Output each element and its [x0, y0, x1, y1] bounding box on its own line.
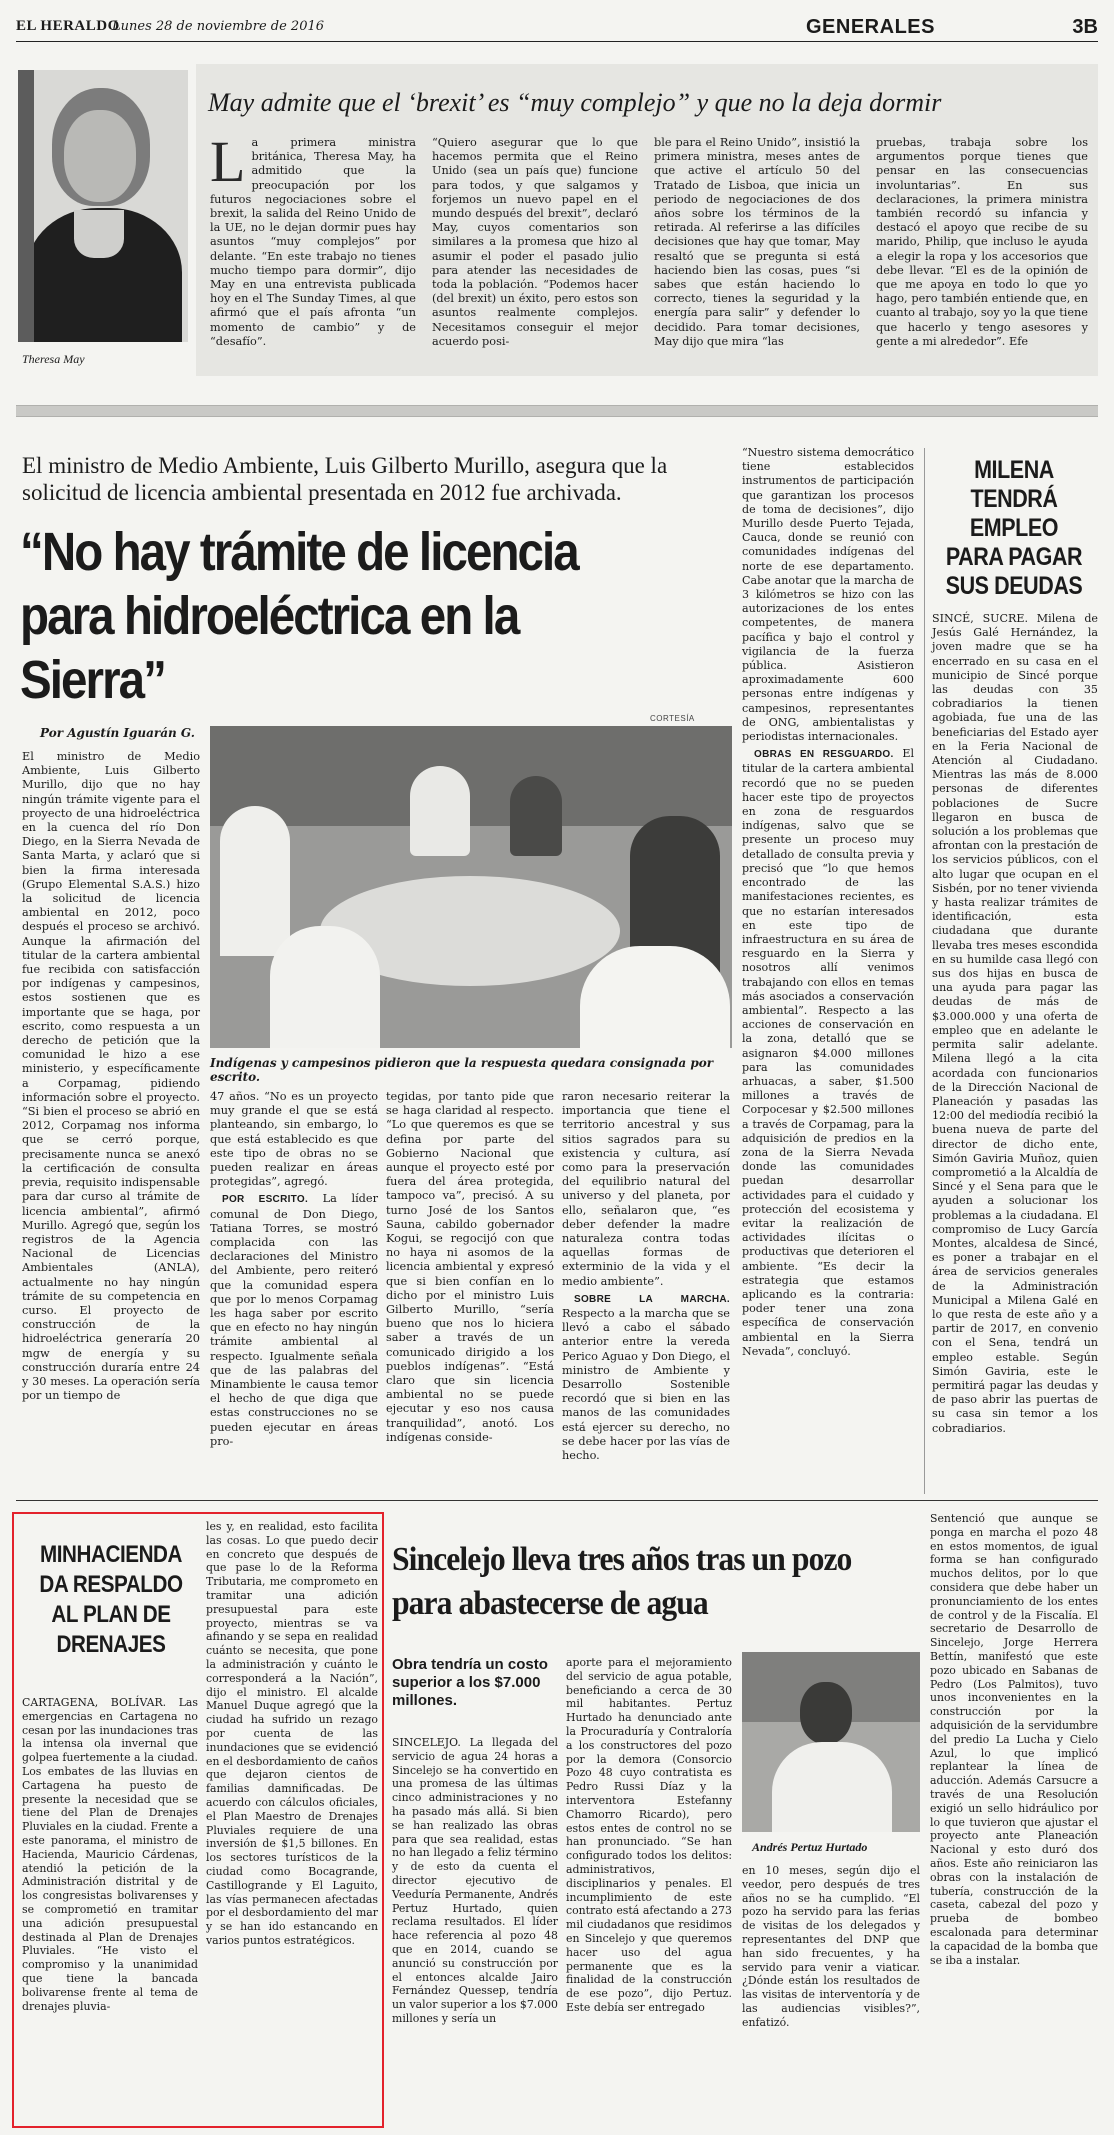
minhacienda-col-1: [22, 1696, 198, 2016]
sierra-col-5: [742, 446, 914, 1362]
sierra-col-4b-text: Respecto a la marcha que se llevó a cabo el sábado anterior entre la vereda Perico Aguao y Don Diego, el ministro de Ambiente y Desarrollo Sostenible recordó que si bien en las manos de las comunidades está ejercer su derecho, no se debe hacer por las vías de hecho.: [562, 1307, 730, 1463]
sierra-col-2: [210, 1090, 378, 1452]
andres-pertuz-photo: [742, 1652, 920, 1832]
newspaper-brand: EL HERALDO: [16, 18, 120, 34]
meeting-photo: [210, 726, 732, 1048]
sincelejo-place: SINCELEJO.: [392, 1736, 461, 1749]
minhacienda-place: CARTAGENA, BOLÍVAR.: [22, 1696, 167, 1709]
section-name: GENERALES: [806, 16, 935, 38]
sincelejo-subhead: Obra tendría un costo superior a los $7.000 millones.: [392, 1656, 548, 1709]
minhacienda-col-2: les y, en realidad, esto facilita las cosas. Lo que puedo decir en concreto que después de que pase lo de la Reforma Tributaria, me comprometo en tramitar una adición presupuestal para este proyecto, mientras se va afinando y se sepa en realidad cuánto se necesita, que pone la administración y cuánto le corresponderá a la Nación”, dijo el ministro. El alcalde Manuel Duque agregó que la ciudad ha sufrido un rezago por cuenta de las inundaciones que se evidenció en el desbordamiento de caños que dejaron cientos de familias damnificadas. De acuerdo con cálculos oficiales, el Plan Maestro de Drenajes Pluviales requiere de una inversión de $1,5 billones. En los sectores turísticos de la ciudad como Bocagrande, Castillogrande y El Laguito, las vías permanecen afectadas por el desbordamiento del mar y se han ido estancando en varios puntos estratégicos.: [206, 1520, 378, 1947]
sierra-col-2-text: 47 años. “No es un proyecto muy grande el que se está planteando, sin embargo, lo que está establecido es que este tipo de obras no se pueden realizar en áreas protegidas”, agregó.: [210, 1090, 378, 1189]
issue-date: Lunes 28 de noviembre de 2016: [112, 19, 325, 34]
sierra-col-1: El ministro de Medio Ambiente, Luis Gilberto Murillo, dijo que no hay ningún trámite vigente para el proyecto de una hidroeléctrica en la cuenca del río Don Diego, en la Sierra Nevada de Santa Marta, y aclaró que si bien la firma interesada (Grupo Elemental S.A.S.) hizo la solicitud de licencia ambiental en 2012, poco después el proceso se archivó. Aunque la afirmación del titular de la cartera ambiental fue recibida con satisfacción por indígenas y campesinos, estos sostienen que es importante que se haga, por escrito, como respuesta a un derecho de petición que la comunidad le hizo a ese ministerio, y específicamente a Corpamag, pidiendo información sobre el proyecto. “Si bien el proceso se abrió en 2012, Corpamag nos informa que se cerró porque, precisamente nunca se anexó la certificación de consulta previa, requisito indispensable para dar curso al trámite de licencia ambiental”, afirmó Murillo. Agregó que, según los registros de la Agencia Nacional de Licencias Ambientales (ANLA), actualmente no hay ningún trámite de su competencia en curso. El proyecto de construcción de la hidroeléctrica generaría 20 mgw de energía y su construcción duraría entre 24 y 30 meses. La operación sería por un tiempo de: [22, 750, 200, 1403]
sierra-col-5-text: “Nuestro sistema democrático tiene establecidos instrumentos de participación que garantizan los procesos de toma de decisiones”, dijo Murillo desde Puerto Tejada, Cauca, donde se reunió con comunidades indígenas del norte de ese departamento. Cabe anotar que la marcha de 3 kilómetros se hizo con las autorizaciones de los entes competentes, de manera pacífica y bajo el control y vigilancia de la fuerza pública. Asistieron aproximadamente 600 personas entre indígenas y campesinos, representantes de ONG, ambientalistas y periodistas internacionales.: [742, 446, 914, 744]
section-divider: [16, 405, 1098, 417]
sincelejo-col-4: Sentenció que aunque se ponga en marcha el pozo 48 en estos momentos, de igual forma se han configurado muchos delitos, por lo que considera que debe haber un pronunciamiento de los entes de control y de la Fiscalía. El secretario de Desarrollo de Sincelejo, Jorge Herrera Bettín, manifestó que este pozo ubicado en Sabanas de Pedro (Los Palmitos), tuvo unos inconvenientes en la construcción por la adquisición de la servidumbre del predio La Lucha y Cielo Azul, lo que implicó replantear la línea de aducción. Además Carsucre a través de una Resolución exigió un sello hidráulico por lo que tuvieron que ajustar el proyecto ante Planeación Nacional y esto duró dos años. Este año reiniciaron las obras con la instalación de tubería, construcción de la caseta, cabezal del pozo y prueba de bombeo escalonada para determinar la capacidad de la bomba que se iba a instalar.: [930, 1512, 1098, 1967]
theresa-may-caption: Theresa May: [22, 352, 85, 366]
milena-place: SINCÉ, SUCRE.: [932, 612, 1028, 625]
sierra-headline: “No hay trámite de licencia para hidroeléctrica en la Sierra”: [20, 522, 578, 710]
meeting-photo-caption: Indígenas y campesinos pidieron que la respuesta quedara consignada por escrito.: [210, 1056, 714, 1084]
brexit-col-3: ble para el Reino Unido”, insistió la primera ministra, meses antes de que active el artículo 50 del Tratado de Lisboa, que inicia un periodo de negociaciones de dos años sobre los términos de la retirada. Al referirse a las difíciles decisiones que hay que tomar, May resaltó que se pregunta si está haciendo bien las cosas, pues “si sabes que están haciendo lo correcto, tienes la seguridad y la energía para salir” y defender lo decidido. Para tomar decisiones, May dijo que mira “las: [654, 136, 860, 348]
sierra-col-3: tegidas, por tanto pide que se haga claridad al respecto. “Lo que queremos es que se defina por parte del Gobierno Nacional que aunque el proyecto esté por fuera del área protegida, tampoco va”, precisó. A su turno José de los Santos Sauna, cabildo gobernador Kogui, se regocijó con que no haya ni asomos de la licencia ambiental y expresó que si bien confían en lo dicho por el ministro Luis Gilberto Murillo, “sería bueno que nos lo hiciera saber a través de un comunicado dirigido a los pueblos indígenas”. “Está claro que sin licencia ambiental no se puede ejecutar y eso nos causa tranquilidad”, anotó. Los indígenas conside-: [386, 1090, 554, 1444]
sierra-col-4: [562, 1090, 730, 1466]
page-number: 3B: [1072, 16, 1098, 38]
runin-obras-en-resguardo: OBRAS EN RESGUARDO.: [754, 749, 894, 761]
sincelejo-col-3: en 10 meses, según dijo el veedor, pero después de tres años no se ha cumplido. “El pozo ha servido para las ferias de visitas de los delegados y representantes del DNP que han sido frecuentes, y ha servido para venir a viaticar. ¿Dónde están los resultados de las visitas de interventoría y de las audiencias visibles?”, enfatizó.: [742, 1864, 920, 2029]
sierra-kicker: El ministro de Medio Ambiente, Luis Gilberto Murillo, asegura que la solicitud de licencia ambiental presentada en 2012 fue archivada.: [22, 453, 668, 505]
brexit-col-1-text: a primera ministra británica, Theresa May, ha admitido que la preocupación por los futuros negociaciones sobre el brexit, la salida del Reino Unido de la UE, no le dejan dormir pues hay asuntos “muy complejos” por delante. “En este trabajo no tienes mucho tiempo para dormir”, dijo May en una entrevista publicada hoy en el The Sunday Times, al que afirmó que el país afronta “un momento de cambio” y de “desafío”.: [210, 136, 416, 348]
brexit-col-4: pruebas, trabaja sobre los argumentos porque tienes que pensar en las consecuencias involuntarias”. En sus declaraciones, la primera ministra también recordó su infancia y destacó el apoyo que recibe de su marido, Philip, que incluso le ayuda a elegir la ropa y los accesorios que debe llevar. “El es de la opinión de que me apoya en todo lo que yo hago, pero también entiende que, en cuanto al trabajo, soy yo la que tiene que hacerlo y tengo asesores y gente a mi alrededor”. Efe: [876, 136, 1088, 348]
minhacienda-headline: MINHACIENDA DA RESPALDO AL PLAN DE DRENAJES: [39, 1541, 183, 1658]
runin-por-escrito: POR ESCRITO.: [222, 1194, 309, 1206]
sierra-col-4-text: raron necesario reiterar la importancia que tiene el territorio ancestral y sus sitios sagrados para su existencia y cultura, así como para la preservación del equilibrio natural del universo y del planeta, por ello, señalaron que, “es deber defender la madre naturaleza contra todas aquellas formas de exterminio de la vida y el medio ambiente”.: [562, 1090, 730, 1288]
milena-body: [932, 612, 1098, 1439]
sincelejo-headline: Sincelejo lleva tres años tras un pozo para abastecerse de agua: [392, 1541, 852, 1622]
brexit-col-2: “Quiero asegurar que lo que hacemos permita que el Reino Unido (sea un país que) funcione para todos, y que salgamos y forjemos un nuevo papel en el mundo después del brexit”, declaró May, cuyos comentarios son similares a la promesa que hizo al asumir el poder el pasado julio para atender las necesidades de toda la población. “Podemos hacer (del brexit) un éxito, pero estos son asuntos realmente complejos. Necesitamos conseguir el mejor acuerdo posi-: [432, 136, 638, 348]
minhacienda-col-1-text: Las emergencias en Cartagena no cesan por las inundaciones tras la intensa ola invernal que golpea fuertemente a la ciudad. Los embates de las lluvias en Cartagena ha puesto de presente la necesidad que se tiene del Plan de Drenajes Pluviales en la ciudad. Frente a este panorama, el ministro de Hacienda, Mauricio Cárdenas, atendió la petición de la Administración distrital y de los congresistas bolivarenses y se comprometió en tramitar una adición presupuestal destinada al Plan de Drenajes Pluviales. “He visto el compromiso y la unanimidad que tiene la bancada bolivarense frente al tema de drenajes pluvia-: [22, 1696, 199, 2013]
sierra-col-2b-text: La líder comunal de Don Diego, Tatiana Torres, se mostró complacida con las declaraciones del Ministro del Ambiente, pero reiteró que la comunidad espera que por lo menos Corpamag les haga saber por escrito que en efecto no hay ningún trámite ambiental al respecto. Igualmente señala que de las palabras del Minambiente le causa temor el hecho de que diga que estas construcciones no se pueden ejecutar en áreas pro-: [210, 1192, 379, 1448]
sincelejo-col-1: [392, 1736, 558, 2029]
sierra-col-5b-text: El titular de la cartera ambiental recordó que no se pueden hacer este tipo de proyectos en zona de resguardos indígenas, salvo que se presente un proceso muy detallado de consulta previa y precisó que “lo que hemos encontrado de las manifestaciones recientes, es que no estarían interesados en este tipo de infraestructura en su área de resguardo en la Sierra y nosotros allí venimos trabajando con ellos en temas más asociados a conservación ambiental”. Respecto a las acciones de conservación en la zona, detalló que se asignaron $4.000 millones para las comunidades arhuacas, a saber, $1.500 millones a través de Corpocesar y $2.500 millones a través de Corpamag, para la adquisición de predios en la zona de la Sierra Nevada donde las comunidades puedan desarrollar actividades para el cuidado y protección del ecosistema y evitar la realización de actividades ilícitas o productivas que deterioren el ambiente. “Es decir la estrategia que estamos aplicando es la contraria: poder tener una zona específica de conservación ambiental en la Sierra Nevada”, concluyó.: [742, 747, 915, 1358]
sincelejo-col-1-text: La llegada del servicio de agua 24 horas a Sincelejo se ha convertido en una promesa de las últimas cinco administraciones y no ha pasado más allá. Si bien se han realizado las obras para que sea realidad, estas no han llegado a feliz término y de esto da cuenta el director ejecutivo de Veeduría Permanente, Andrés Pertuz Hurtado, quien reclama resultados. El líder hace referencia al pozo 48 que en 2014, cuando se anunció su construcción por el entonces alcalde Jairo Fernández Quessep, tendría un valor superior a los $7.000 millones y sería un: [392, 1736, 558, 2025]
bottom-section-rule: [16, 1500, 1098, 1501]
theresa-may-photo: [18, 70, 188, 342]
milena-headline: MILENA TENDRÁ EMPLEO PARA PAGAR SUS DEUDAS: [945, 456, 1083, 600]
brexit-col-1: [210, 129, 416, 349]
runin-sobre-la-marcha: SOBRE LA MARCHA.: [574, 1293, 730, 1305]
brexit-headline: May admite que el ‘brexit’ es “muy complejo” y que no la deja dormir: [208, 88, 942, 117]
milena-divider: [924, 448, 925, 1494]
milena-body-text: Milena de Jesús Galé Hernández, la joven madre que se ha encerrado en su casa en el municipio de Sincé porque las deudas con 35 cobradiarios la tienen agobiada, fue una de las beneficiarias del Estado ayer en la Feria Nacional de Atención al Ciudadano. Mientras las más de 8.000 personas de diferentes poblaciones de Sucre llegaron en busca de solución a los problemas que afrontan con la prestación de los servicios públicos, con el alto lugar que ocupan en el Sisbén, por no tener vivienda y hasta realizar trámites de identificación, esta ciudadana que durante llevaba tres meses escondida en su humilde casa llegó con sus dos hijas en busca de una ayuda para pagar las deudas de más de $3.000.000 y una oferta de empleo que en adelante le permita salir adelante. Milena llegó a la cita acordada con funcionarios de la Dirección Nacional de Planeación y pasadas las 12:00 del mediodía recibió la buena nueva de parte del director de dicho ente, Simón Gaviria Muñoz, quien comprometió a la Alcaldía de Sincé y el Sena para que le ayuden a solucionar los problemas a la ciudadana. El compromiso de Lucy García Montes, alcaldesa de Sincé, es poner a trabajar en el área de servicios generales de la Administración Municipal a Milena Galé en lo que resta de este año y a partir de 2017, en convenio con el Sena, tendrá un empleo estable. Según Simón Gaviria, este le permitirá pagar las deudas y de paso abrir las puertas de su casa sin temor a los cobradiarios.: [932, 612, 1098, 1435]
sierra-byline: Por Agustín Iguarán G.: [40, 726, 195, 740]
andres-pertuz-caption: Andrés Pertuz Hurtado: [752, 1840, 868, 1854]
photo-credit: CORTESÍA: [650, 714, 695, 723]
brexit-dropcap: L: [210, 129, 246, 194]
sincelejo-col-2: aporte para el mejoramiento del servicio de agua potable, beneficiando a cerca de 30 mil habitantes. Pertuz Hurtado ha denunciado ante la Procuraduría y Contraloría a los constructores del pozo por la demora (Consorcio Pozo 48 cuyo contratista es Pedro Russi Díaz y la interventora Estefanny Chamorro Ricardo), pero estos entes de control no se han pronunciado. “Se han configurado todos los delitos: administrativos, disciplinarios y penales. El incumplimiento de este contrato está afectando a 273 mil ciudadanos que residimos en Sincelejo y que queremos hacer uso del agua permanente que es la finalidad de la construcción de ese pozo”, dijo Pertuz. Este debía ser entregado: [566, 1656, 732, 2014]
page-header: [16, 8, 1098, 42]
